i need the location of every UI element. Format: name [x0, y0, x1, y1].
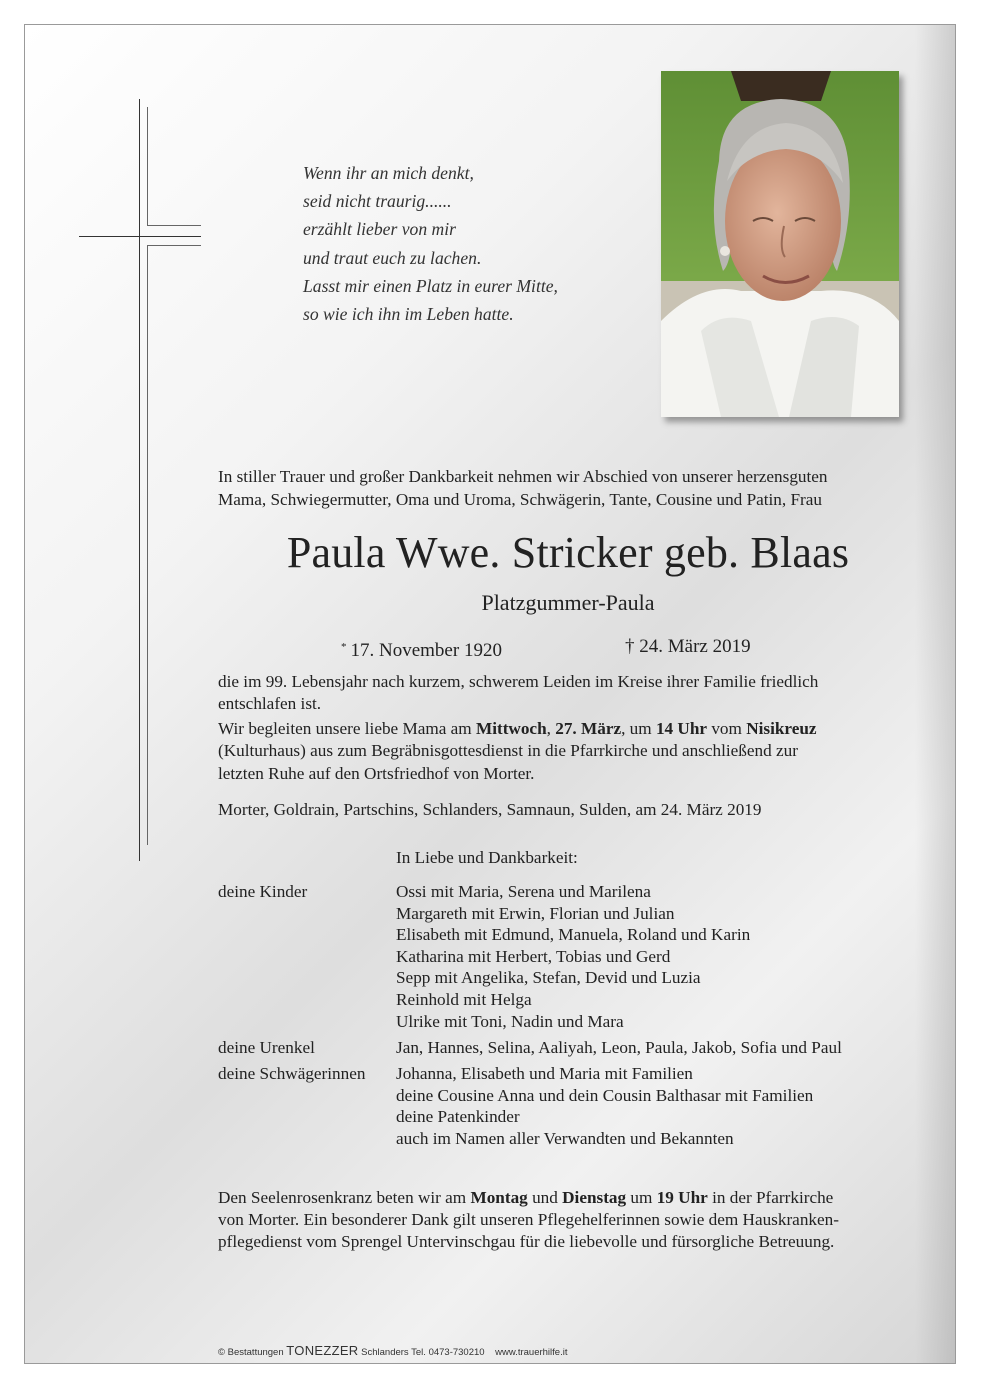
- footer: [218, 1343, 567, 1358]
- rosary-time: 19 Uhr: [656, 1188, 708, 1207]
- rosary-line: [218, 1187, 918, 1209]
- funeral-line: (Kulturhaus) aus zum Begräbnisgottesdienst in die Pfarrkirche und anschließend zur: [218, 741, 798, 760]
- list-item: Elisabeth mit Edmund, Manuela, Roland und Karin: [396, 925, 751, 945]
- funeral-date: 27. März: [555, 719, 622, 738]
- obituary-card: [24, 24, 956, 1364]
- poem: [303, 159, 633, 328]
- funeral-text: ,: [546, 719, 556, 738]
- poem-line: Lasst mir einen Platz in eurer Mitte,: [303, 275, 558, 296]
- footer-city: Schlanders: [361, 1347, 409, 1358]
- portrait-photo: [661, 71, 899, 417]
- locations-line: Morter, Goldrain, Partschins, Schlanders, Samnaun, Sulden, am 24. März 2019: [218, 800, 762, 819]
- poem-line: seid nicht traurig......: [303, 191, 452, 212]
- list-item: deine Cousine Anna und dein Cousin Balthasar mit Familien: [396, 1085, 814, 1105]
- death-date: † 24. März 2019: [625, 636, 751, 657]
- rosary-text: Den Seelenrosenkranz beten wir am: [218, 1188, 471, 1207]
- birth-symbol: *: [341, 641, 347, 653]
- mourners-heading: In Liebe und Dankbarkeit:: [396, 848, 578, 867]
- rosary-text: um: [626, 1188, 657, 1207]
- list-item: Jan, Hannes, Selina, Aaliyah, Leon, Paula, Jakob, Sofia und Paul: [396, 1038, 842, 1057]
- passing-line: die im 99. Lebensjahr nach kurzem, schwerem Leiden im Kreise ihrer Familie friedlich: [218, 672, 819, 691]
- rosary-text: und: [527, 1188, 563, 1207]
- poem-line: und traut euch zu lachen.: [303, 247, 482, 268]
- list-item: Sepp mit Angelika, Stefan, Devid und Luzia: [396, 968, 701, 988]
- deceased-nickname: Platzgummer-Paula: [481, 590, 655, 615]
- funeral-place: Nisikreuz: [746, 719, 817, 738]
- footer-url[interactable]: www.trauerhilfe.it: [495, 1347, 568, 1358]
- poem-line: so wie ich ihn im Leben hatte.: [303, 304, 514, 325]
- rosary-day: Dienstag: [562, 1188, 627, 1207]
- children-list: [396, 881, 750, 1032]
- poem-line: erzählt lieber von mir: [303, 219, 456, 240]
- list-item: auch im Namen aller Verwandten und Bekannten: [396, 1128, 734, 1148]
- deceased-name: Paula Wwe. Stricker geb. Blaas: [286, 528, 850, 577]
- great-grandchildren-label: deine Urenkel: [218, 1038, 315, 1057]
- funeral-day: Mittwoch: [475, 719, 547, 738]
- intro-line: In stiller Trauer und großer Dankbarkeit nehmen wir Abschied von unserer herzensguten: [218, 467, 828, 486]
- list-item: Margareth mit Erwin, Florian und Julian: [396, 903, 675, 923]
- footer-tel: Tel. 0473-730210: [411, 1347, 485, 1358]
- rosary-line: pflegedienst vom Sprengel Untervinschgau für die liebevolle und fürsorgliche Betreuung.: [218, 1232, 835, 1251]
- funeral-text: vom: [707, 719, 747, 738]
- footer-brand: TONEZZER: [286, 1343, 359, 1358]
- list-item: Reinhold mit Helga: [396, 989, 532, 1009]
- birth-date-text: 17. November 1920: [350, 640, 502, 661]
- footer-copyright: © Bestattungen: [218, 1347, 284, 1358]
- rosary-day: Montag: [470, 1188, 528, 1207]
- great-grandchildren-list: [396, 1037, 842, 1059]
- children-label: deine Kinder: [218, 882, 308, 901]
- rosary-line: von Morter. Ein besonderer Dank gilt unseren Pflegehelferinnen sowie dem Hauskranken-: [218, 1210, 839, 1229]
- funeral-line: letzten Ruhe auf den Ortsfriedhof von Morter.: [218, 764, 535, 783]
- poem-line: Wenn ihr an mich denkt,: [303, 163, 474, 183]
- list-item: deine Patenkinder: [396, 1107, 520, 1127]
- intro-line: Mama, Schwiegermutter, Oma und Uroma, Schwägerin, Tante, Cousine und Patin, Frau: [218, 490, 823, 509]
- list-item: Ossi mit Maria, Serena und Marilena: [396, 882, 651, 901]
- passing-line: entschlafen ist.: [218, 694, 322, 713]
- birth-date: [341, 635, 502, 663]
- funeral-text: Wir begleiten unsere liebe Mama am: [218, 719, 476, 738]
- list-item: Ulrike mit Toni, Nadin und Mara: [396, 1011, 624, 1031]
- list-item: Johanna, Elisabeth und Maria mit Familien: [396, 1064, 693, 1083]
- rosary-text: in der Pfarrkirche: [707, 1188, 834, 1207]
- sisters-in-law-list: [396, 1063, 813, 1149]
- funeral-time: 14 Uhr: [655, 719, 708, 738]
- sisters-in-law-label: deine Schwägerinnen: [218, 1064, 366, 1083]
- funeral-line: [218, 718, 918, 740]
- list-item: Katharina mit Herbert, Tobias und Gerd: [396, 946, 671, 966]
- funeral-text: , um: [621, 719, 656, 738]
